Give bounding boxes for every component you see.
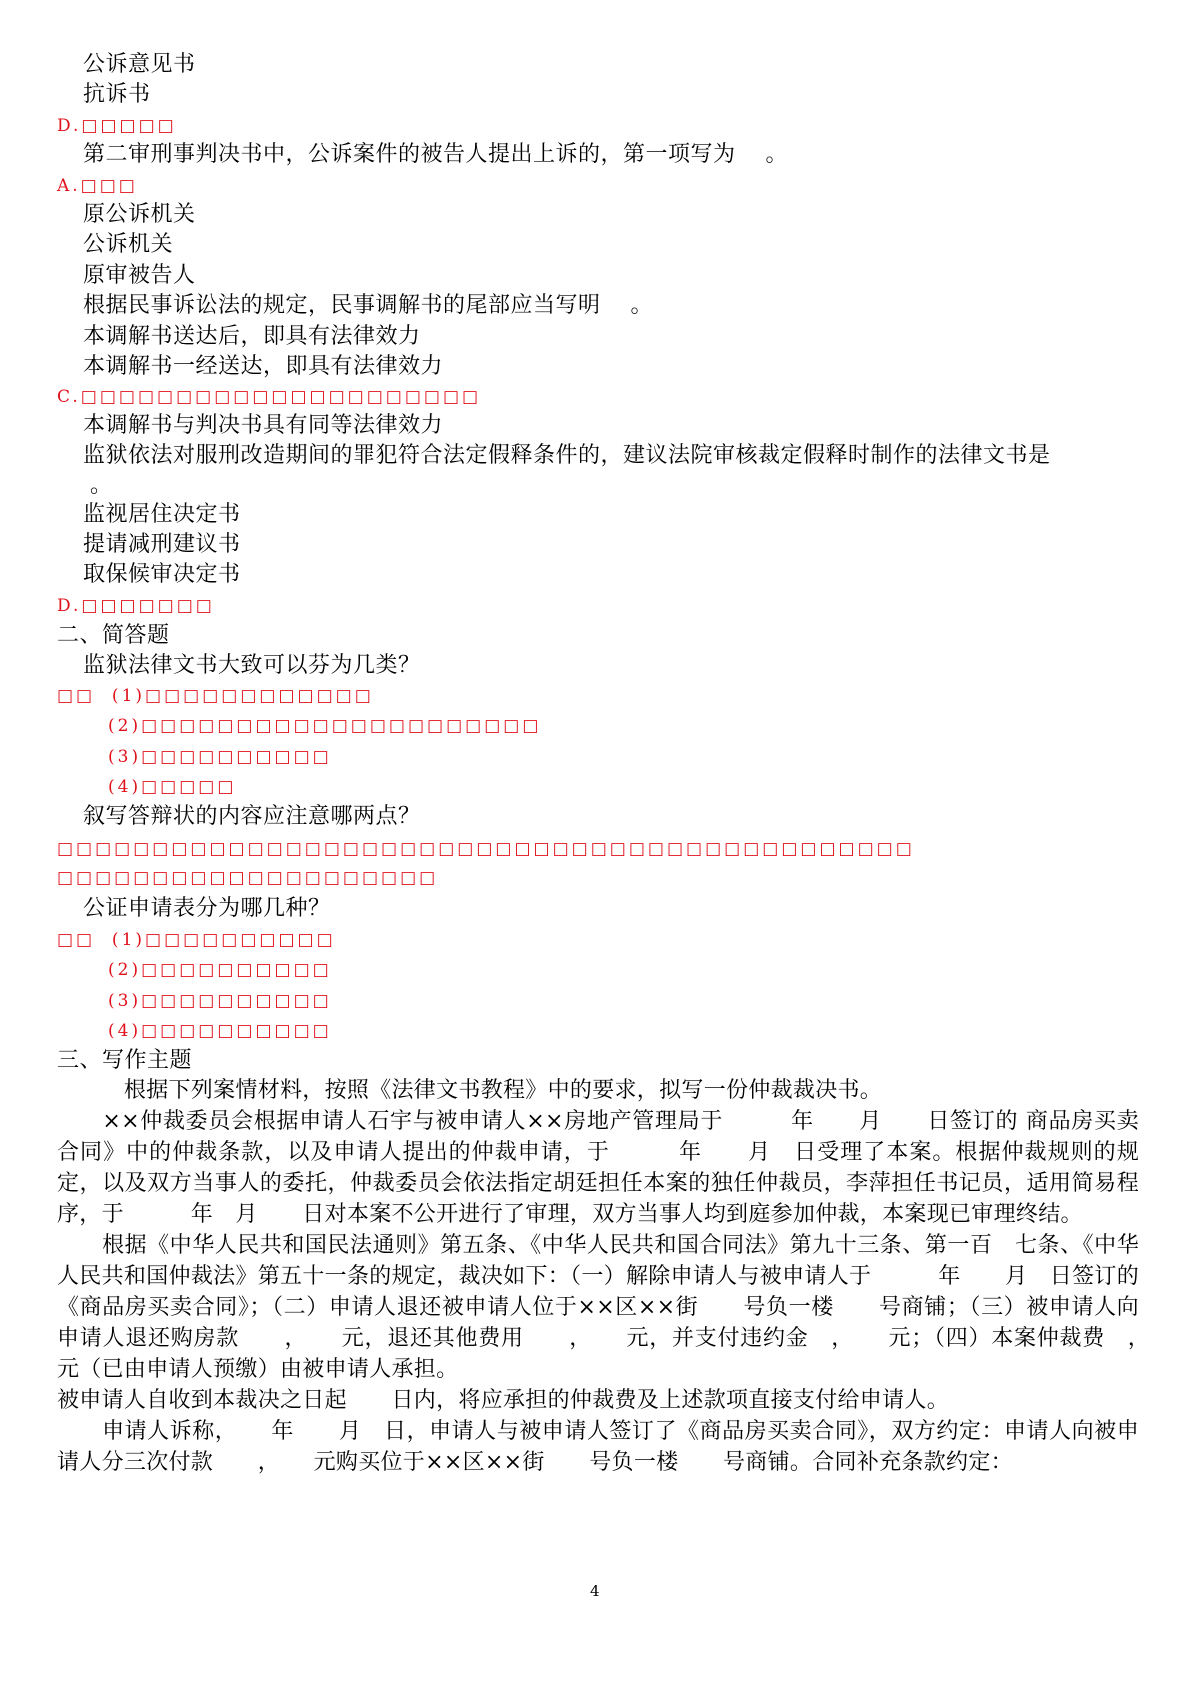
answer-line: (4)□□□□□□□□□□ [108, 1021, 332, 1041]
text-line: 本调解书一经送达，即具有法律效力 [83, 354, 444, 379]
body-paragraph: 申请人诉称， 年 月 日，申请人与被申请人签订了《商品房买卖合同》，双方约定：申请人向被申请人分三次付款 ， 元购买位于××区××街 号负一楼 号商铺。合同补充条款约定： [57, 1419, 1139, 1475]
text-line: 监狱法律文书大致可以芬为几类？ [83, 653, 421, 678]
writing-topic-body [57, 1075, 1184, 1478]
answer-line: (3)□□□□□□□□□□ [108, 991, 332, 1011]
text-line: 监视居住决定书 [83, 502, 241, 527]
text-line: 原公诉机关 [83, 202, 196, 227]
answer-line: □□□□□□□□□□□□□□□□□□□□□□□□□□□□□□□□□□□□□□□□□□□□□ [57, 839, 915, 859]
body-paragraph: 根据《中华人民共和国民法通则》第五条、《中华人民共和国合同法》第九十三条、第一百 七条、《中华人民共和国仲裁法》第五十一条的规定，裁决如下：（一）解除申请人与被申请人于 年 月 日签订的《商品房买卖合同》；（二）申请人退还被申请人位于××区××街 号负一楼 号商铺；（三）被申请人向申请人退还购房款 ， 元，退还其他费用 ， 元，并支付违约金 ， 元；（四）本案仲裁费 ， 元（已由申请人预缴）由被申请人承担。 [57, 1233, 1184, 1382]
text-line: 提请减刑建议书 [83, 532, 241, 557]
text-line: 。 [90, 473, 113, 498]
text-line: 叙写答辩状的内容应注意哪两点？ [83, 804, 421, 829]
text-line: 公诉机关 [83, 232, 174, 257]
text-line: 二、简答题 [57, 623, 170, 648]
answer-line: D.□□□□□ [57, 116, 177, 136]
answer-line: □□ (1)□□□□□□□□□□ [57, 930, 336, 950]
text-line: 监狱依法对服刑改造期间的罪犯符合法定假释条件的，建议法院审核裁定假释时制作的法律文书是 [83, 443, 1051, 468]
text-line: 第二审刑事判决书中，公诉案件的被告人提出上诉的，第一项写为 。 [83, 142, 788, 167]
text-line: 本调解书送达后，即具有法律效力 [83, 324, 421, 349]
answer-line: (2)□□□□□□□□□□ [108, 960, 332, 980]
answer-line: □□□□□□□□□□□□□□□□□□□□ [57, 868, 439, 888]
answer-line: (3)□□□□□□□□□□ [108, 747, 332, 767]
body-paragraph: 被申请人自收到本裁决之日起 日内，将应承担的仲裁费及上述款项直接支付给申请人。 [57, 1388, 950, 1413]
text-line: 三、写作主题 [57, 1048, 193, 1073]
answer-line: A.□□□ [57, 176, 138, 196]
body-paragraph: 根据下列案情材料，按照《法律文书教程》中的要求，拟写一份仲裁裁决书。 [57, 1078, 883, 1103]
text-line: 根据民事诉讼法的规定，民事调解书的尾部应当写明 。 [83, 293, 653, 318]
answer-line: C.□□□□□□□□□□□□□□□□□□□□□ [57, 387, 482, 407]
text-line: 取保候审决定书 [83, 562, 241, 587]
body-paragraph: ××仲裁委员会根据申请人石宇与被申请人××房地产管理局于 年 月 日签订的 商品房买卖合同》中的仲裁条款，以及申请人提出的仲裁申请，于 年 月 日受理了本案。根据仲裁规则的规定，以及双方当事人的委托，仲裁委员会依法指定胡廷担任本案的独任仲裁员，李萍担任书记员，适用简易程序，于 年 月 日对本案不公开进行了审理，双方当事人均到庭参加仲裁，本案现已审理终结。 [57, 1109, 1139, 1227]
text-line: 公诉意见书 [83, 52, 196, 77]
text-line: 原审被告人 [83, 263, 196, 288]
answer-line: □□ (1)□□□□□□□□□□□□ [57, 686, 374, 706]
text-line: 抗诉书 [83, 82, 151, 107]
text-line: 本调解书与判决书具有同等法律效力 [83, 413, 444, 438]
page-number: 4 [590, 1582, 600, 1600]
answer-line: D.□□□□□□□ [57, 596, 215, 616]
text-line: 公证申请表分为哪几种？ [83, 896, 331, 921]
answer-line: (2)□□□□□□□□□□□□□□□□□□□□□ [108, 716, 542, 736]
answer-line: (4)□□□□□ [108, 777, 237, 797]
